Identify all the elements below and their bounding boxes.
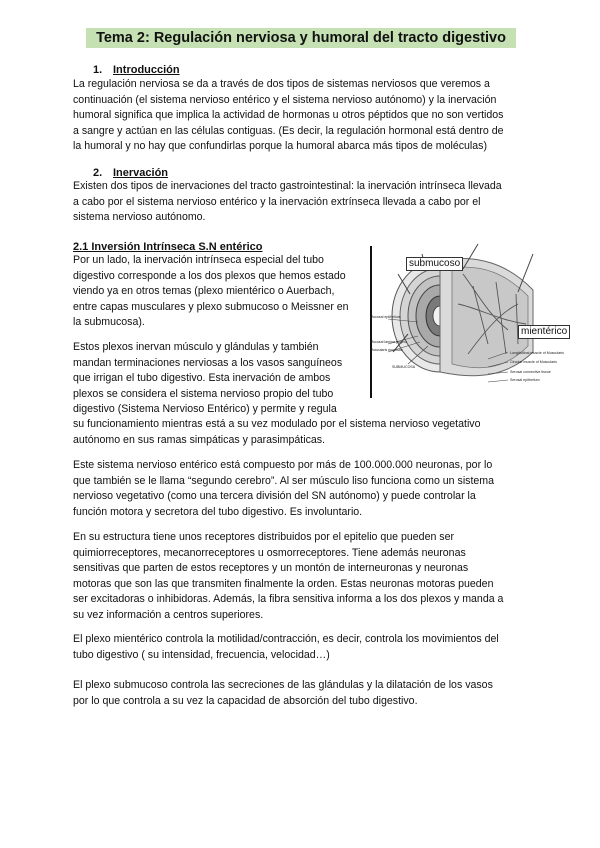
intrinseca-paragraph-5: El plexo mientérico controla la motilidad/contracción, es decir, controla los movimientos del tubo digestivo ( su intensidad, frecuencia, velocidad…) [73, 633, 499, 661]
intrinseca-paragraph-6: El plexo submucoso controla las secreciones de las glándulas y la dilatación de los vasos por lo que controla a su vez la capacidad de absorción del tubo digestivo. [73, 679, 493, 707]
section-heading-inervacion [93, 166, 168, 180]
fig-small-label: Circular muscle of Muscularis [510, 360, 557, 364]
page-title: Tema 2: Regulación nerviosa y humoral del tracto digestivo [86, 28, 516, 48]
figure-label-mienterico: mientérico [518, 325, 570, 339]
inervacion-paragraph: Existen dos tipos de inervaciones del tracto gastrointestinal: la inervación intrínseca llevada a cabo por el sistema nervioso entérico y la inervación extrínseca llevada a cabo por el sistema nervioso autónomo. [73, 180, 502, 223]
fig-small-label: Mucosal lamina propria [370, 340, 408, 344]
section-heading-introduccion [93, 63, 180, 77]
subsection-heading-intrinseca: 2.1 Inversión Intrínseca S.N entérico [73, 241, 263, 253]
fig-small-label: Serosal connective tissue [510, 370, 551, 374]
intrinseca-paragraph-2-full: su funcionamiento mientras está a su vez modulado por el sistema nervioso vegetativo autónomo en sus ramas simpáticas y parasimpáticas. [73, 418, 481, 446]
fig-small-label: SUBMUCOSA [392, 365, 416, 369]
section-number: 2. [93, 167, 103, 179]
intrinseca-paragraph-3: Este sistema nervioso entérico está compuesto por más de 100.000.000 neuronas, por lo que también se le llama “segundo cerebro”. Al ser músculo liso funciona como un sistema nervioso vegetativo (como una tercera división del SN autónomo) y puede controlar la función motora y secretora del tubo digestivo. Es involuntario. [73, 459, 495, 518]
intrinseca-paragraph-2-narrow: Estos plexos inervan músculo y glándulas y también mandan terminaciones nerviosas a los vasos sanguíneos que irrigan el tubo digestivo. Esta inervación de ambos plexos se considera el sistema nervioso propio del tubo digestivo (Sistema Nervioso Entérico) y permite y regula [73, 341, 343, 415]
fig-small-label: Muscularis mucosae [370, 348, 403, 352]
intro-paragraph: La regulación nerviosa se da a través de dos tipos de sistemas nerviosos que veremos a continuación (el sistema nervioso entérico y el sistema nervioso autónomo) y la inervación humoral significa que implica la actividad de hormonas u otros péptidos que no son vertidos a sangre y actúan en las células contiguas. (Es decir, la regulación hormonal está dentro de la humoral y no hay que confundirlas porque la humoral abarca más tipos de moléculas) [73, 78, 504, 152]
fig-small-label: Longitudinal muscle of Muscularis [510, 351, 564, 355]
fig-small-label: Serosal epithelium [510, 378, 540, 382]
section-label: Introducción [113, 64, 180, 76]
intrinseca-paragraph-1: Por un lado, la inervación intrínseca especial del tubo digestivo corresponde a los dos plexos que hemos estado viendo ya en otros temas (plexo mientérico o Auerbach, entre capas musculares y plexo submucoso o Meissner en la submucosa). [73, 254, 349, 328]
fig-small-label: Mucosal epithelium [370, 315, 401, 319]
figure-label-submucoso: submucoso [406, 257, 463, 271]
intrinseca-paragraph-4: En su estructura tiene unos receptores distribuidos por el epitelio que pueden ser quimiorreceptores, mecanorreceptores u osmorreceptores. Tiene además neuronas sensitivas que parten de estos receptores y un montón de interneuronas y neuronas motoras que son las que transmiten finalmente la orden. Estas neuronas motoras pueden ser excitadoras o inhibidoras. Además, la fibra sensitiva informa a los dos plexos y manda a su vez información a centros superiores. [73, 531, 504, 621]
section-number: 1. [93, 64, 103, 76]
section-label: Inervación [113, 167, 169, 179]
